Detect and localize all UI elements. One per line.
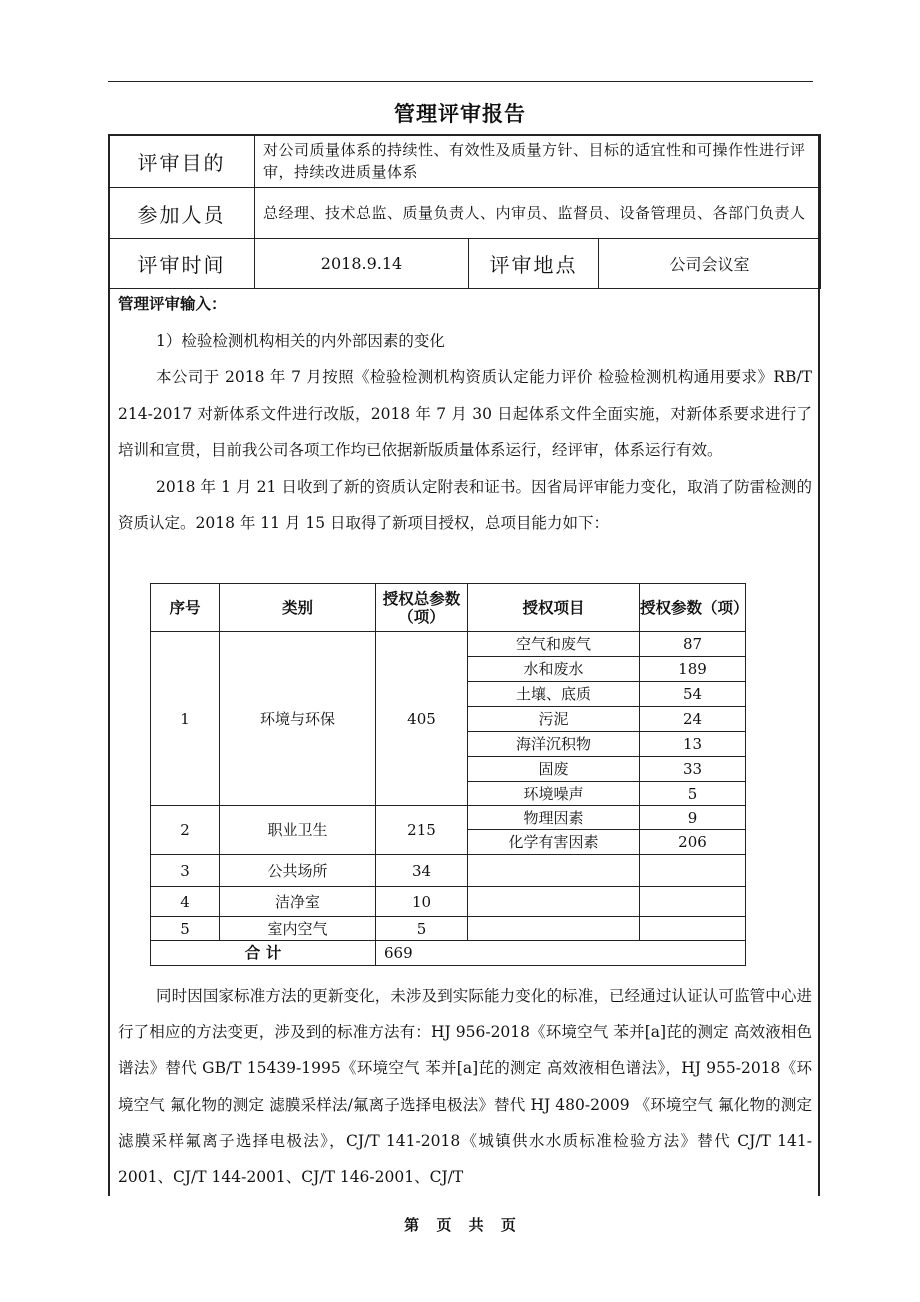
paragraph-3: 同时因国家标准方法的更新变化，未涉及到实际能力变化的标准，已经通过认证认可监管中心进行了相应的方法变更，涉及到的标准方法有：HJ 956-2018《环境空气 苯并[a]芘的测定 高效液相色谱法》替代 GB/T 15439-1995《环境空气 苯并[a]芘的测定 高效液相色谱法》，HJ 955-2018《环境空气 氟化物的测定 滤膜采样法/氟离子选择电极法》替代 HJ 480-2009 《环境空气 氟化物的测定 滤膜采样氟离子选择电极法》，CJ/T 141-2018《城镇供水水质标准检验方法》替代 CJ/T 141-2001、CJ/T 144-2001、CJ/T 146-2001、CJ/T (118, 987, 812, 1187)
project-count: 206 (640, 830, 746, 855)
empty-cell (468, 855, 640, 887)
project-count: 13 (640, 732, 746, 757)
sum-label: 合 计 (151, 941, 376, 966)
page-footer: 第 页 共 页 (404, 1216, 516, 1234)
cat5-name: 室内空气 (220, 917, 376, 941)
cat3-total: 34 (376, 855, 468, 887)
project-name: 水和废水 (468, 657, 640, 682)
sum-value: 669 (376, 941, 746, 966)
participants-value: 总经理、技术总监、质量负责人、内审员、监督员、设备管理员、各部门负责人 (255, 188, 821, 239)
project-name: 环境噪声 (468, 782, 640, 806)
project-name: 空气和废气 (468, 632, 640, 657)
project-count: 54 (640, 682, 746, 707)
cat4-name: 洁净室 (220, 887, 376, 917)
paragraph-1: 本公司于 2018 年 7 月按照《检验检测机构资质认定能力评价 检验检测机构通用要求》RB/T 214-2017 对新体系文件进行改版，2018 年 7 月 30 日起体系文件全面实施，对新体系要求进行了培训和宣贯，目前我公司各项工作均已依据新版质量体系运行，经评审，体系运行有效。 (118, 368, 812, 459)
capability-table (150, 583, 749, 966)
project-count: 87 (640, 632, 746, 657)
cat1-total: 405 (376, 632, 468, 806)
review-input-section (118, 286, 812, 542)
participants-label: 参加人员 (109, 188, 255, 239)
review-info-table (108, 134, 821, 289)
project-name: 化学有害因素 (468, 830, 640, 855)
empty-cell (640, 887, 746, 917)
time-value: 2018.9.14 (255, 239, 469, 289)
header-rule (108, 81, 813, 82)
col-header-no: 序号 (151, 584, 220, 632)
cat5-no: 5 (151, 917, 220, 941)
place-label: 评审地点 (469, 239, 599, 289)
time-label: 评审时间 (109, 239, 255, 289)
standards-section (118, 978, 812, 1195)
col-header-category: 类别 (220, 584, 376, 632)
cat2-no: 2 (151, 806, 220, 855)
cat3-no: 3 (151, 855, 220, 887)
col-header-total: 授权总参数（项） (376, 584, 468, 632)
cat1-name: 环境与环保 (220, 632, 376, 806)
cat2-name: 职业卫生 (220, 806, 376, 855)
input-item-1: 1）检验检测机构相关的内外部因素的变化 (156, 331, 445, 350)
cat1-no: 1 (151, 632, 220, 806)
project-count: 189 (640, 657, 746, 682)
empty-cell (640, 855, 746, 887)
paragraph-2: 2018 年 1 月 21 日收到了新的资质认定附表和证书。因省局评审能力变化，取消了防雷检测的资质认定。2018 年 11 月 15 日取得了新项目授权，总项目能力如下： (118, 477, 812, 532)
cat3-name: 公共场所 (220, 855, 376, 887)
project-name: 土壤、底质 (468, 682, 640, 707)
project-name: 固废 (468, 757, 640, 782)
project-count: 5 (640, 782, 746, 806)
empty-cell (640, 917, 746, 941)
cat4-total: 10 (376, 887, 468, 917)
project-name: 物理因素 (468, 806, 640, 830)
empty-cell (468, 917, 640, 941)
cat5-total: 5 (376, 917, 468, 941)
section-title: 管理评审输入： (118, 295, 227, 313)
col-header-project: 授权项目 (468, 584, 640, 632)
project-name: 污泥 (468, 707, 640, 732)
project-count: 9 (640, 806, 746, 830)
document-title: 管理评审报告 (394, 102, 526, 126)
place-value: 公司会议室 (599, 239, 821, 289)
purpose-label: 评审目的 (109, 135, 255, 188)
empty-cell (468, 887, 640, 917)
project-count: 24 (640, 707, 746, 732)
project-count: 33 (640, 757, 746, 782)
purpose-value: 对公司质量体系的持续性、有效性及质量方针、目标的适宜性和可操作性进行评审，持续改进质量体系 (255, 135, 821, 188)
cat2-total: 215 (376, 806, 468, 855)
col-header-params: 授权参数（项） (640, 584, 746, 632)
project-name: 海洋沉积物 (468, 732, 640, 757)
cat4-no: 4 (151, 887, 220, 917)
